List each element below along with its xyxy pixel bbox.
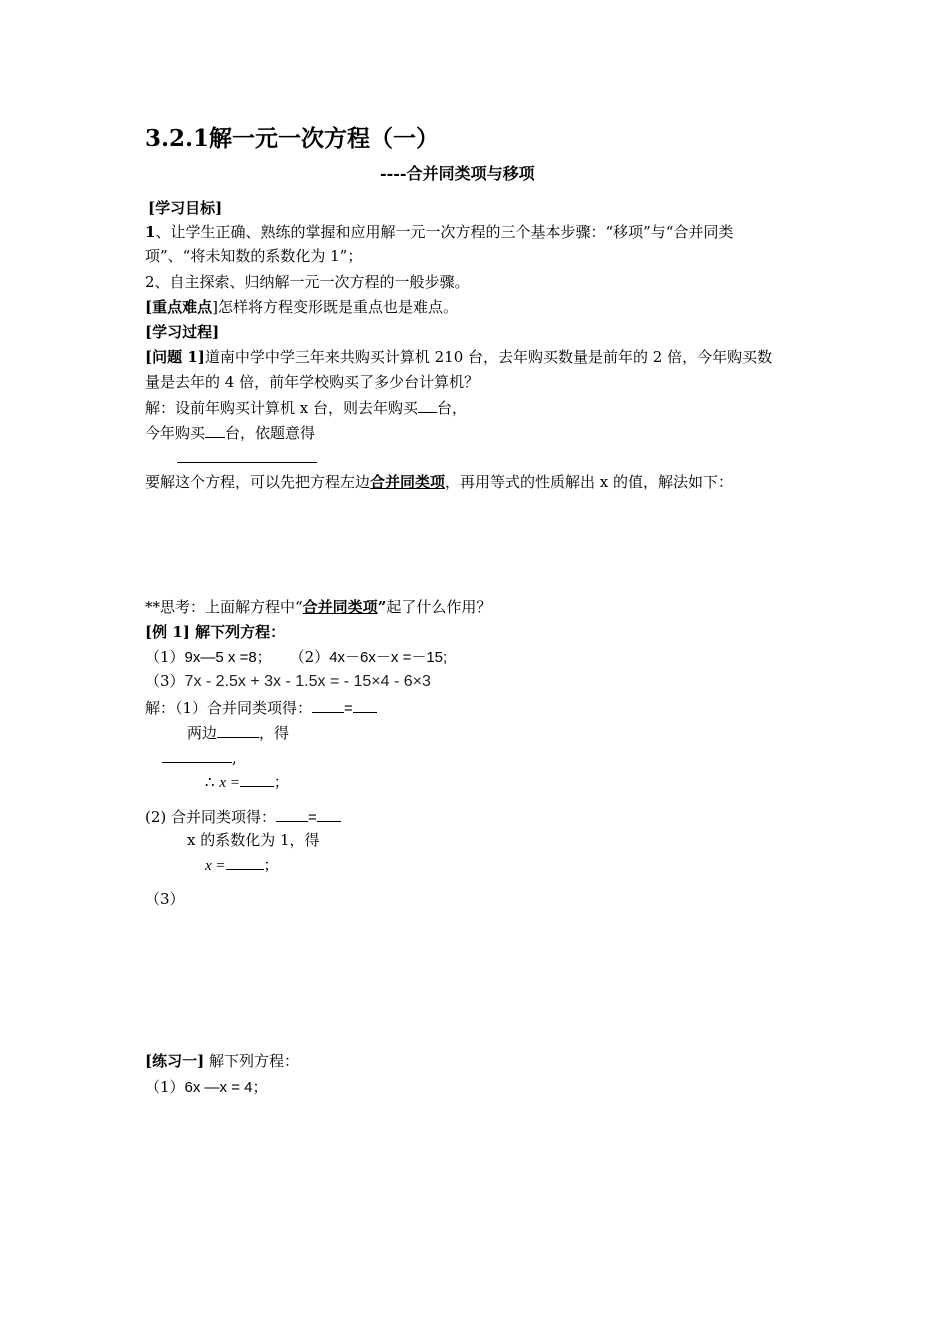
eq-2: 4x－6x－x =－15; <box>329 649 448 666</box>
problem-1-label: [问题 1] <box>145 348 205 366</box>
goal-item-1 <box>145 222 733 242</box>
both-sides-a: 两边 <box>187 724 218 742</box>
x-equals: x = <box>219 775 240 791</box>
eq-3: 7x - 2.5x + 3x - 1.5x = - 15×4 - 6×3 <box>184 673 431 690</box>
x-equals: x = <box>205 858 226 874</box>
solution-line-1 <box>145 397 467 418</box>
example-1-equations-row <box>145 647 447 668</box>
eq-1: 9x—5 x =8； <box>184 649 272 666</box>
answer-blank[interactable] <box>317 806 341 822</box>
example-1-heading: [例 1] 解下列方程： <box>145 623 286 641</box>
problem-1-line-2: 量是去年的 4 倍，前年学校购买了多少台计算机？ <box>145 373 480 391</box>
part-3-label: （3） <box>145 890 185 908</box>
answer-blank[interactable] <box>353 697 377 713</box>
think-close: ” <box>377 598 387 616</box>
solution-line-2-b: 台，依题意得 <box>225 424 316 442</box>
solution-line-1-b: 台， <box>437 399 468 417</box>
keypoint-text: ]怎样将方程变形既是重点也是难点。 <box>212 298 458 316</box>
comma: , <box>232 749 237 767</box>
solution-step-4 <box>205 771 289 793</box>
think-key: 合并同类项 <box>302 598 378 616</box>
explain-pre: 要解这个方程，可以先把方程左边 <box>145 473 371 491</box>
both-sides-b: ，得 <box>259 724 290 742</box>
part-2-step-1 <box>145 806 341 828</box>
problem-1-line-1 <box>145 347 772 367</box>
goal-item-1-continued: 项”、“将未知数的系数化为 1”； <box>145 247 363 265</box>
answer-blank[interactable] <box>276 806 308 822</box>
explain-line <box>145 472 733 492</box>
part-2-step-3 <box>205 854 279 876</box>
eq-1-label: （1） <box>145 648 185 666</box>
practice-1-label: [练习一] <box>145 1052 205 1070</box>
semicolon: ； <box>263 856 279 874</box>
answer-blank[interactable] <box>240 771 274 787</box>
practice-eq-1-label: （1） <box>145 1078 185 1096</box>
practice-1-heading-line <box>145 1051 299 1071</box>
keypoint-label: [重点难点 <box>145 298 213 316</box>
problem-1-text-1: 道南中学中学三年来共购买计算机 210 台，去年购买数量是前年的 2 倍，今年购买数 <box>204 348 773 366</box>
example-1-equation-3 <box>145 671 431 692</box>
equation-blank-line[interactable] <box>177 462 317 463</box>
part-2-step-2: x 的系数化为 1，得 <box>187 831 320 849</box>
answer-blank[interactable] <box>162 747 232 763</box>
part-2-label: (2) 合并同类项得： <box>145 808 277 826</box>
solution-step-2 <box>187 722 289 743</box>
keypoint-line <box>145 297 458 317</box>
answer-blank[interactable] <box>205 422 225 438</box>
eq-3-label: （3） <box>145 672 185 690</box>
think-pre: **思考：上面解方程中“ <box>145 598 303 616</box>
practice-1-text: 解下列方程： <box>204 1052 299 1070</box>
page-subtitle: ----合并同类项与移项 <box>380 164 535 183</box>
goal-item-1-number: 1 <box>145 223 156 241</box>
solution-line-2 <box>145 422 315 443</box>
process-heading: [学习过程] <box>145 323 220 341</box>
eq-2-label: （2） <box>289 648 330 666</box>
practice-1-equation-1 <box>145 1077 268 1098</box>
explain-post: ，再用等式的性质解出 x 的值，解法如下： <box>445 473 734 491</box>
explain-key: 合并同类项 <box>370 473 446 491</box>
sol-1-label: 解：（1）合并同类项得： <box>145 699 313 717</box>
solution-step-1 <box>145 697 377 719</box>
page-title: 3.2.1解一元一次方程（一） <box>145 125 440 152</box>
sol-1-eq: = <box>344 700 353 717</box>
answer-blank[interactable] <box>312 697 344 713</box>
goal-item-2: 2、自主探索、归纳解一元一次方程的一般步骤。 <box>145 273 470 291</box>
answer-blank[interactable] <box>418 397 437 413</box>
semicolon: ； <box>273 773 289 791</box>
think-line <box>145 597 491 617</box>
goal-item-1-text: 、让学生正确、熟练的掌握和应用解一元一次方程的三个基本步骤：“移项”与“合并同类 <box>155 223 734 241</box>
answer-blank[interactable] <box>226 854 264 870</box>
answer-blank[interactable] <box>217 722 259 738</box>
therefore-symbol: ∴ <box>205 773 215 791</box>
part-2-eq: = <box>308 809 317 826</box>
solution-step-3 <box>162 747 237 768</box>
solution-line-2-a: 今年购买 <box>145 424 206 442</box>
practice-eq-1: 6x —x = 4； <box>184 1079 268 1096</box>
think-post: 起了什么作用？ <box>386 598 492 616</box>
goals-heading: [学习目标] <box>148 199 223 217</box>
solution-line-1-a: 解：设前年购买计算机 x 台，则去年购买 <box>145 399 418 417</box>
